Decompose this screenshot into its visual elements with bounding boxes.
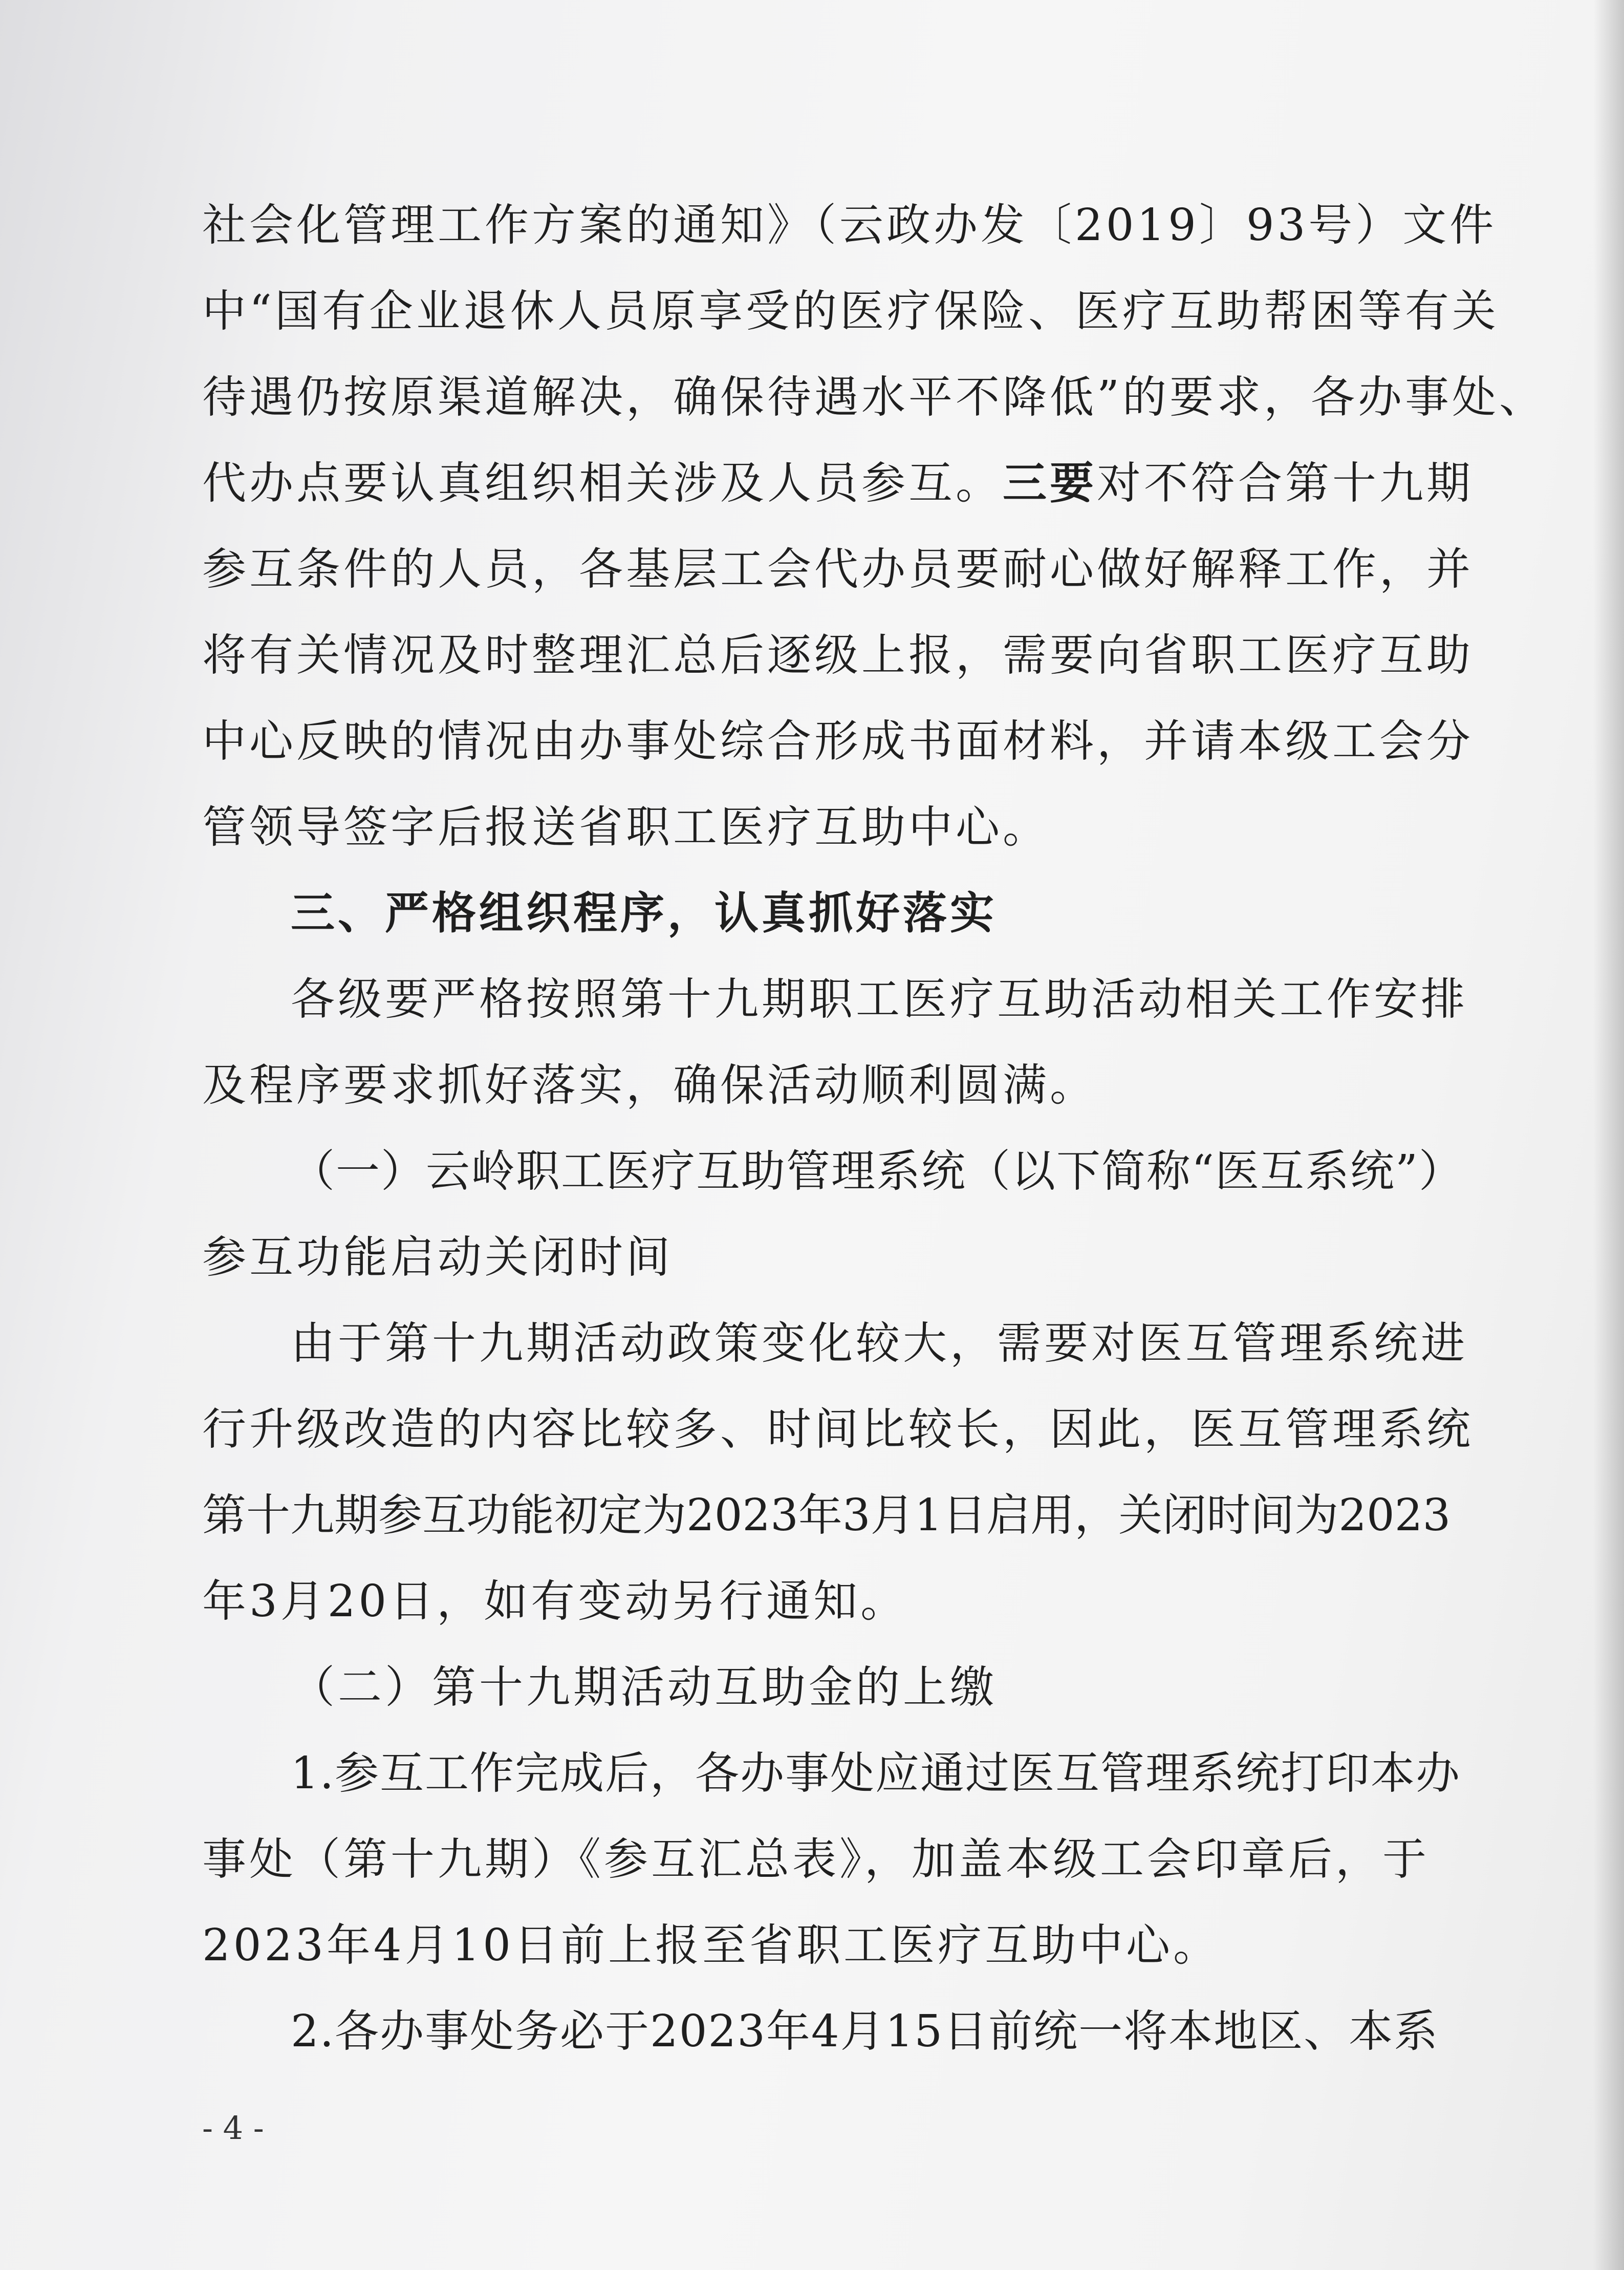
text-line-6: 将有关情况及时整理汇总后逐级上报，需要向省职工医疗互助: [202, 630, 1474, 681]
text-line-19: 1.参互工作完成后，各办事处应通过医互管理系统打印本办: [291, 1748, 1461, 1799]
text-line-5: 参互条件的人员，各基层工会代办员要耐心做好解释工作，并: [202, 544, 1474, 595]
subheading-2: （二）第十九期活动互助金的上缴: [291, 1662, 997, 1713]
text-line-4: [202, 455, 1474, 511]
text-line-15: 行升级改造的内容比较多、时间比较长，因此，医互管理系统: [202, 1404, 1474, 1455]
text-line-4-end: 对不符合第十九期: [1097, 458, 1474, 509]
text-line-20: 事处（第十九期）《参互汇总表》，加盖本级工会印章后，于: [202, 1834, 1430, 1885]
text-line-3: 待遇仍按原渠道解决，确保待遇水平不降低”的要求，各办事处、: [202, 372, 1546, 423]
text-line-10: 各级要严格按照第十九期职工医疗互助活动相关工作安排: [291, 974, 1468, 1025]
page-number: - 4 -: [202, 2109, 264, 2147]
text-line-22: 2.各办事处务必于2023年4月15日前统一将本地区、本系: [291, 2006, 1439, 2057]
subheading-1-line-1: （一）云岭职工医疗互助管理系统（以下简称“医互系统”）: [291, 1146, 1464, 1197]
bold-phrase-san-yao: 三要: [1003, 458, 1097, 509]
text-line-4-start: 代办点要认真组织相关涉及人员参互。: [202, 458, 1003, 509]
text-line-11: 及程序要求抓好落实，确保活动顺利圆满。: [202, 1060, 1097, 1111]
text-line-17: 年3月20日，如有变动另行通知。: [202, 1576, 908, 1627]
text-line-21: 2023年4月10日前上报至省职工医疗互助中心。: [202, 1920, 1221, 1971]
page-edge-shadow: [1593, 0, 1624, 2270]
text-line-14: 由于第十九期活动政策变化较大，需要对医互管理系统进: [291, 1318, 1468, 1369]
text-line-8: 管领导签字后报送省职工医疗互助中心。: [202, 802, 1050, 853]
text-line-2: 中“国有企业退休人员原享受的医疗保险、医疗互助帮困等有关: [202, 286, 1499, 337]
text-line-1: 社会化管理工作方案的通知》（云政办发〔2019〕93号）文件: [202, 200, 1497, 251]
subheading-1-line-2: 参互功能启动关闭时间: [202, 1232, 673, 1283]
text-line-7: 中心反映的情况由办事处综合形成书面材料，并请本级工会分: [202, 716, 1474, 767]
section-heading-3: 三、严格组织程序，认真抓好落实: [291, 888, 997, 939]
text-line-16: 第十九期参互功能初定为2023年3月1日启用，关闭时间为2023: [202, 1490, 1451, 1541]
